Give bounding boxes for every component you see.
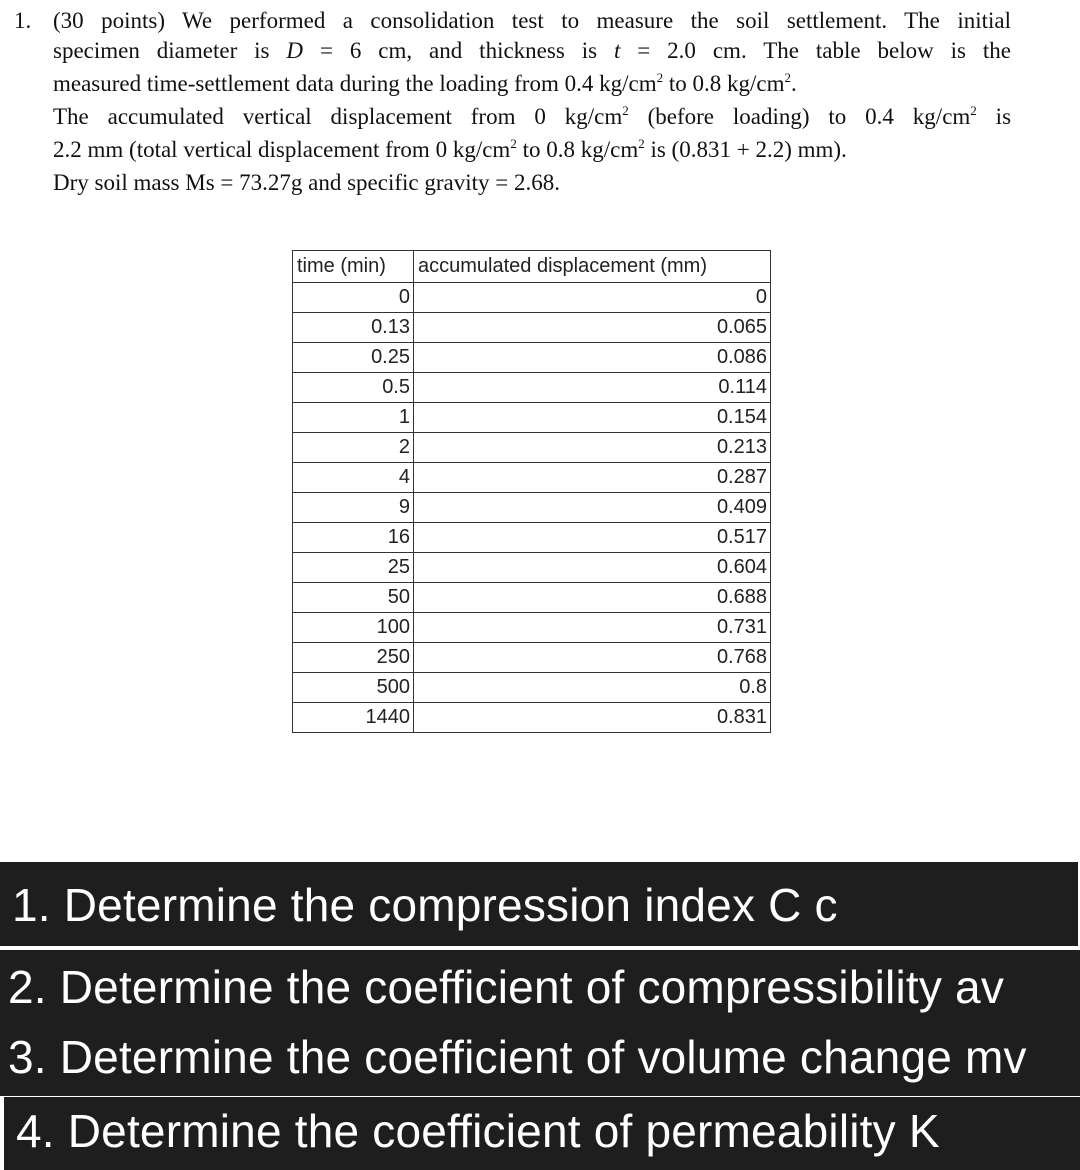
time-cell: 9 [293, 493, 414, 523]
time-cell: 0.13 [293, 313, 414, 343]
displacement-cell: 0.831 [414, 703, 771, 733]
problem-line-5: 2.2 mm (total vertical displacement from 0 $kg/cm^2$ to 0.8 $kg/cm^2$ is (0.831 + 2.2) mm). [53, 136, 847, 162]
time-cell: 1 [293, 403, 414, 433]
displacement-cell: 0 [414, 283, 771, 313]
time-cell: 0.25 [293, 343, 414, 373]
displacement-cell: 0.409 [414, 493, 771, 523]
time-cell: 4 [293, 463, 414, 493]
table-header-row [293, 251, 771, 283]
table-row [293, 673, 771, 703]
problem-line-2: specimen diameter is D = 6 cm, and thickness is t = 2.0 cm. The table below is the [53, 38, 1011, 63]
table-row [293, 463, 771, 493]
question-1: 1. Determine the compression index C c [12, 879, 838, 931]
problem-statement [0, 0, 1080, 210]
table-row [293, 523, 771, 553]
displacement-cell: 0.517 [414, 523, 771, 553]
question-4: 4. Determine the coefficient of permeability K [16, 1105, 940, 1157]
table-body [293, 283, 771, 733]
superscript: 2 [510, 136, 517, 151]
table-row [293, 433, 771, 463]
superscript: 2 [970, 103, 977, 118]
math-variable: D [286, 38, 304, 63]
displacement-cell: 0.688 [414, 583, 771, 613]
time-cell: 1440 [293, 703, 414, 733]
table-row [293, 283, 771, 313]
problem-line-1: (30 points) We performed a consolidation test to measure the soil settlement. The initial [53, 8, 1011, 33]
time-cell: 2 [293, 433, 414, 463]
displacement-cell: 0.287 [414, 463, 771, 493]
displacement-cell: 0.604 [414, 553, 771, 583]
time-cell: 100 [293, 613, 414, 643]
table-row [293, 313, 771, 343]
time-cell: 500 [293, 673, 414, 703]
time-cell: 250 [293, 643, 414, 673]
displacement-cell: 0.065 [414, 313, 771, 343]
table-row [293, 403, 771, 433]
table-row [293, 493, 771, 523]
problem-line-6: Dry soil mass Ms = 73.27g and specific gravity = 2.68. [53, 170, 560, 195]
table-row [293, 343, 771, 373]
displacement-cell: 0.154 [414, 403, 771, 433]
displacement-cell: 0.8 [414, 673, 771, 703]
time-cell: 25 [293, 553, 414, 583]
table-row [293, 613, 771, 643]
displacement-cell: 0.731 [414, 613, 771, 643]
displacement-cell: 0.768 [414, 643, 771, 673]
superscript: 2 [784, 70, 791, 85]
header-time: time (min) [293, 251, 414, 283]
superscript: 2 [622, 103, 629, 118]
displacement-cell: 0.114 [414, 373, 771, 403]
question-3: 3. Determine the coefficient of volume change mv [8, 1031, 1027, 1083]
questions-overlay [0, 862, 1080, 1170]
table-row [293, 703, 771, 733]
time-cell: 0 [293, 283, 414, 313]
time-cell: 0.5 [293, 373, 414, 403]
superscript: 2 [638, 136, 645, 151]
displacement-cell: 0.086 [414, 343, 771, 373]
time-cell: 16 [293, 523, 414, 553]
time-displacement-table [292, 250, 771, 733]
time-cell: 50 [293, 583, 414, 613]
displacement-cell: 0.213 [414, 433, 771, 463]
table-row [293, 643, 771, 673]
question-2: 2. Determine the coefficient of compressibility av [8, 961, 1005, 1013]
math-variable: t [613, 38, 621, 63]
problem-number: 1. [14, 8, 32, 33]
superscript: 2 [656, 70, 664, 85]
problem-line-3: measured time-settlement data during the loading from 0.4 $kg/cm^2$ to 0.8 $kg/cm^2$. [53, 70, 797, 96]
table-row [293, 583, 771, 613]
table-row [293, 373, 771, 403]
problem-line-4: The accumulated vertical displacement from 0 $kg/cm^2$ (before loading) to 0.4 $kg/cm^2$ is [53, 103, 1012, 129]
header-displacement: accumulated displacement (mm) [414, 251, 771, 283]
table-row [293, 553, 771, 583]
